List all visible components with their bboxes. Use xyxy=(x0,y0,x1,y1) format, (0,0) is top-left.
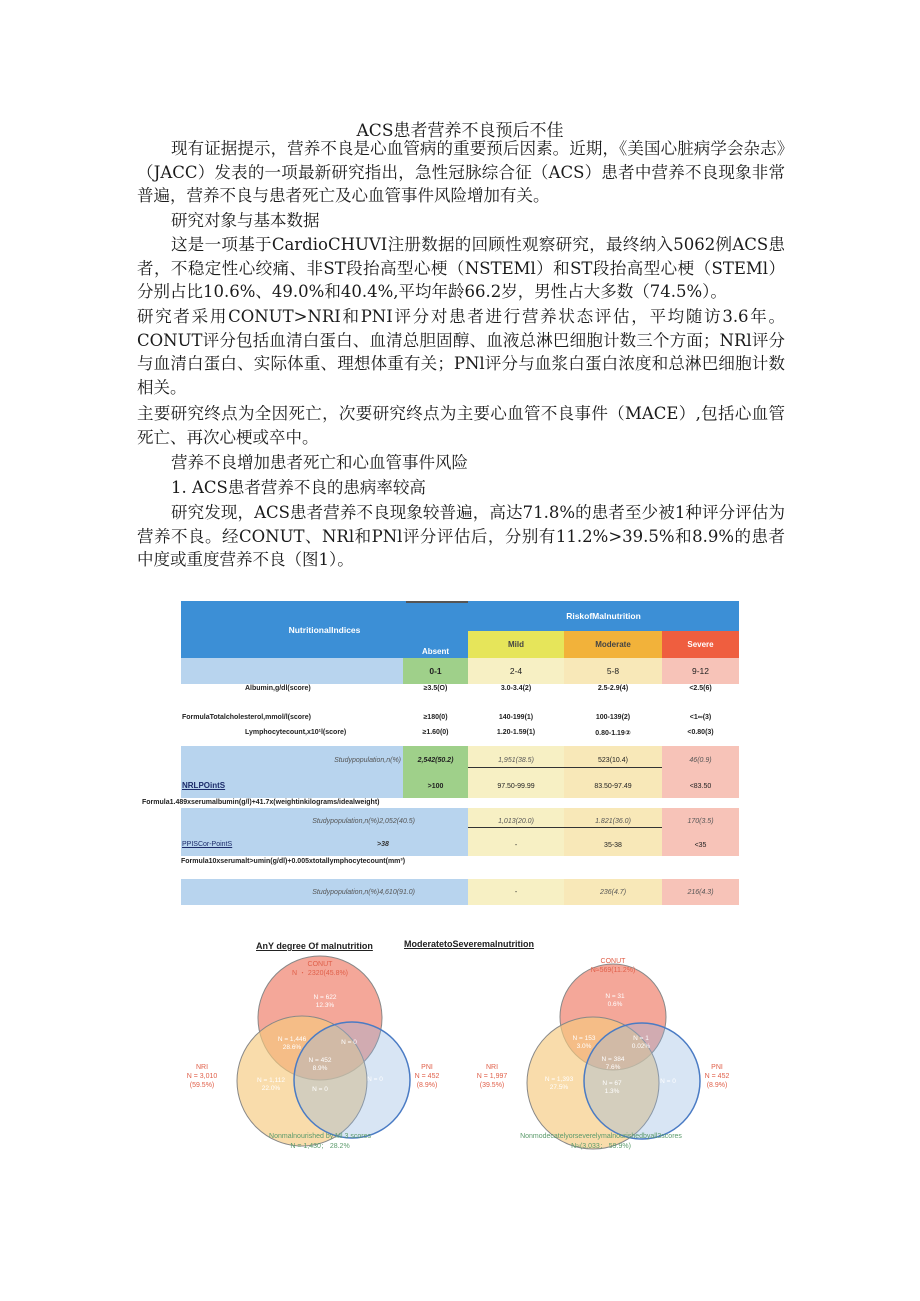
venn-right-np-n: N = 67 xyxy=(602,1080,622,1087)
absent-header: Absent xyxy=(403,631,468,658)
conut-pop-moderate: 523(10.4) xyxy=(564,746,662,774)
nri-formula: Formula1.489xserumalbumin(g/l)+41.7x(weightinkilograms/idealweight) xyxy=(142,799,380,806)
range-mild: 2-4 xyxy=(468,658,564,684)
section-heading-study: 研究对象与基本数据 xyxy=(171,211,320,230)
moderate-header: Moderate xyxy=(564,631,662,658)
chol-mild: 140-199(1) xyxy=(498,714,534,721)
venn-right-pni-pct: (8.9%) xyxy=(706,1082,728,1089)
nri-pop-severe: 170(3.5) xyxy=(662,808,739,834)
conut-pop-absent: 2,542(50.2) xyxy=(403,746,468,774)
range-severe: 9-12 xyxy=(662,658,739,684)
pni-severe: <35 xyxy=(662,834,739,856)
intro-paragraph: 现有证据提示，营养不良是心血管病的重要预后因素。近期，《美国心脏病学会杂志》（JACC）发表的一项最新研究指出，急性冠脉综合征（ACS）患者中营养不良现象非常普遍，营养不良与患者死亡及心血管事件风险增加有关。 xyxy=(137,139,785,205)
lymph-mild: 1.20-1.59(1) xyxy=(496,729,536,736)
pni-absent: >38 xyxy=(377,841,389,848)
venn-left-none-n: N = 1,430； 28.2% xyxy=(290,1143,350,1150)
venn-left-nri-pct: (59.5%) xyxy=(189,1082,215,1089)
conut-pop-severe: 46(0.9) xyxy=(662,746,739,774)
pni-pop-moderate: 236(4.7) xyxy=(564,879,662,905)
albumin-label: Albumin,g/dl(score) xyxy=(245,685,311,692)
venn-right-all-p: 7.6% xyxy=(605,1064,621,1071)
venn-left-cn-p: 28.6% xyxy=(282,1044,302,1051)
venn-right-nri-label: NRI xyxy=(485,1064,499,1071)
venn-right-cp-n: N = 1 xyxy=(633,1035,649,1042)
venn-right-cn-p: 3.0% xyxy=(576,1043,592,1050)
lymph-severe: <0.80(3) xyxy=(687,729,714,736)
venn-left-conut-n: N ・ 2320(45.8%) xyxy=(291,970,349,977)
chol-moderate: 100-139(2) xyxy=(595,714,631,721)
venn-left-nri-label: NRI xyxy=(195,1064,209,1071)
nri-absent: >100 xyxy=(403,774,468,798)
venn-right-np-p: 1.3% xyxy=(604,1088,620,1095)
venn-left-nri-only-n: N = 1,112 xyxy=(257,1077,285,1084)
venn-right-conut-only-p: 0.6% xyxy=(607,1001,623,1008)
chol-severe: <1∞(3) xyxy=(689,714,712,721)
albumin-absent: ≥3.5(O) xyxy=(423,685,448,692)
venn-left-all-n: N = 452 xyxy=(308,1057,332,1064)
venn-left-none-label: Nonmalnourished by Ml 3 scores xyxy=(269,1133,371,1140)
venn-right-conut-label: CONUT xyxy=(600,958,626,965)
pni-pop-mild: - xyxy=(468,879,564,905)
lymphocyte-label: Lymphocytecount,x10¹l(score) xyxy=(245,729,347,736)
range-moderate: 5-8 xyxy=(564,658,662,684)
cholesterol-label: FormulaTotalcholesterol,mmol/l(score) xyxy=(182,714,312,721)
venn-right-pni-only-n: N = 0 xyxy=(660,1078,676,1085)
venn-right-title: ModeratetoSeveremalnutrition xyxy=(404,939,535,949)
conut-study-label: Studypopulation,n(%) xyxy=(181,746,403,774)
venn-left-cn-n: N = 1,446 xyxy=(277,1036,307,1043)
venn-right-nri-n: N = 1,997 xyxy=(476,1073,508,1080)
venn-right-conut-only-n: N = 31 xyxy=(605,993,625,1000)
malnutrition-index-table xyxy=(142,601,739,905)
venn-right-nri-only-p: 27.5% xyxy=(549,1084,569,1091)
pni-formula: Formula10xserumalt>umin(g/dl)+0.005xtotallymphocytecount(mm³) xyxy=(181,858,406,865)
chol-absent: ≥180(0) xyxy=(423,714,448,721)
pni-mild: - xyxy=(468,834,564,856)
pni-points-label: PPISCor-PointS xyxy=(182,841,233,848)
venn-left-conut-only-p: 12.3% xyxy=(315,1002,335,1009)
mild-header: Mild xyxy=(468,631,564,658)
risk-header: RiskofMalnutrition xyxy=(468,601,739,631)
venn-left-nri-n: N = 3,010 xyxy=(186,1073,218,1080)
conut-pop-mild: 1,951(38.5) xyxy=(468,746,564,774)
venn-left-conut-only-n: N = 622 xyxy=(313,994,337,1001)
venn-right-cn-n: N = 153 xyxy=(572,1035,596,1042)
range-absent: 0-1 xyxy=(403,658,468,684)
paragraph-scores: 研究者采用CONUT>NRI和PNI评分对患者进行营养状态评估，平均随访3.6年。CONUT评分包括血清白蛋白、血清总胆固醇、血液总淋巴细胞计数三个方面；NRl评分与血清白蛋白、实际体重、理想体重有关；PNl评分与血浆白蛋白浓度和总淋巴细胞计数相关。 xyxy=(137,307,785,397)
nri-severe: <83.50 xyxy=(662,774,739,798)
lymph-absent: ≥1.60(0) xyxy=(422,729,449,736)
venn-left-pni-n: N = 452 xyxy=(414,1073,440,1080)
nri-mild: 97.50-99.99 xyxy=(468,774,564,798)
venn-right-conut-n: N≈569(11.2%) xyxy=(590,967,636,974)
albumin-severe: <2.5(6) xyxy=(689,685,712,692)
venn-any-degree xyxy=(180,935,440,1160)
nri-study-label: Studypopulation,n(%)2,052(40.5) xyxy=(181,808,468,834)
venn-left-conut-label: CONUT xyxy=(307,961,333,968)
nri-points-label: NRLPOintS xyxy=(182,781,226,790)
pni-pop-severe: 216(4.3) xyxy=(662,879,739,905)
venn-right-none-n: N≈(3,033； 59.9%) xyxy=(571,1143,631,1150)
venn-left-pni-only-n: N = 0 xyxy=(367,1076,383,1083)
venn-right-cp-p: 0.02% xyxy=(631,1043,651,1050)
venn-right-all-n: N = 384 xyxy=(601,1056,625,1063)
nutritional-indices-header: NutritionalIndices xyxy=(181,601,468,658)
pni-study-label: Studypopulation,n(%)4,610(91.0) xyxy=(181,879,468,905)
venn-left-np-n: N = 0 xyxy=(312,1086,328,1093)
nri-moderate: 83.50-97.49 xyxy=(564,774,662,798)
article-title: ACS患者营养不良预后不佳 xyxy=(356,121,564,141)
venn-left-cp-n: N = 0 xyxy=(341,1039,357,1046)
nri-pop-mild: 1,013(20.0) xyxy=(468,808,564,834)
lymph-moderate: 0.80-1.19② xyxy=(595,730,631,737)
venn-left-nri-only-p: 22.0% xyxy=(261,1085,281,1092)
paragraph-endpoints: 主要研究终点为全因死亡，次要研究终点为主要心血管不良事件（MACE）,包括心血管死亡、再次心梗或卒中。 xyxy=(137,404,785,447)
albumin-moderate: 2.5-2.9(4) xyxy=(597,685,629,692)
paragraph-study-data: 这是一项基于CardioCHUVI注册数据的回顾性观察研究，最终纳入5062例ACS患者，不稳定性心绞痛、非ST段抬高型心梗（NSTEMl）和ST段抬高型心梗（STEMl）分别占比10.6%、49.0%和40.4%,平均年龄66.2岁，男性占大多数（74.5%）。 xyxy=(137,235,785,301)
subheading-prevalence: 1. ACS患者营养不良的患病率较高 xyxy=(171,478,426,497)
venn-right-nri-pct: (39.5%) xyxy=(479,1082,505,1089)
venn-right-none-label: Nonmodecatelyorseverelymalnourishedbyall3scores xyxy=(520,1133,682,1140)
venn-left-all-p: 8.9% xyxy=(312,1065,328,1072)
paragraph-prevalence: 研究发现，ACS患者营养不良现象较普遍，高达71.8%的患者至少被1种评分评估为营养不良。经CONUT、NRl和PNl评分评估后，分别有11.2%>39.5%和8.9%的患者中度或重度营养不良（图1）。 xyxy=(137,503,785,569)
venn-right-pni-n: N = 452 xyxy=(704,1073,730,1080)
nri-pop-moderate: 1.821(36.0) xyxy=(564,808,662,834)
venn-left-title: AnY degree Of malnutrition xyxy=(256,941,373,951)
venn-right-nri-only-n: N = 1,393 xyxy=(544,1076,574,1083)
severe-header: Severe xyxy=(662,631,739,658)
venn-left-pni-pct: (8.9%) xyxy=(416,1082,438,1089)
section-heading-risk: 营养不良增加患者死亡和心血管事件风险 xyxy=(171,453,468,472)
albumin-mild: 3.0-3.4(2) xyxy=(500,685,532,692)
venn-right-pni-label: PNI xyxy=(711,1064,723,1071)
venn-moderate-severe xyxy=(404,935,732,1160)
venn-left-pni-label: PNI xyxy=(421,1064,433,1071)
pni-moderate: 35-38 xyxy=(564,834,662,856)
